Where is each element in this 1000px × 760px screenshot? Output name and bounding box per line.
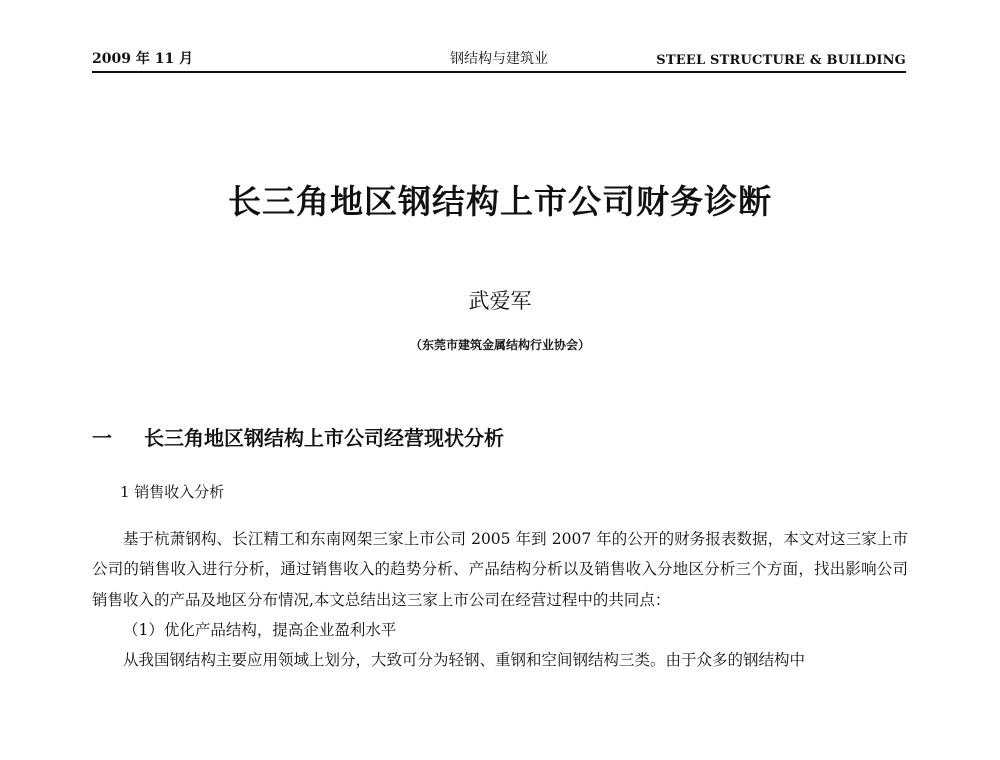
body-text: [92, 524, 908, 675]
header-journal-cn: 钢结构与建筑业: [450, 51, 548, 67]
continuation-paragraph: 从我国钢结构主要应用领域上划分，大致可分为轻钢、重钢和空间钢结构三类。由于众多的钢结构中: [123, 651, 806, 670]
header-rule: [92, 71, 906, 73]
article-title: 长三角地区钢结构上市公司财务诊断: [228, 182, 772, 221]
header-date: 2009 年 11 月: [92, 51, 194, 67]
section-heading: [92, 422, 892, 451]
subsection-heading: 1 销售收入分析: [120, 483, 225, 501]
running-header: [92, 48, 906, 70]
section-number: 一: [92, 426, 112, 450]
section-title: 长三角地区钢结构上市公司经营现状分析: [144, 426, 504, 450]
point-heading: （1）优化产品结构，提高企业盈利水平: [123, 620, 397, 639]
article-affiliation: （东莞市建筑金属结构行业协会）: [409, 338, 590, 352]
article-author: 武爱军: [468, 289, 532, 313]
intro-paragraph: 基于杭萧钢构、长江精工和东南网架三家上市公司 2005 年到 2007 年的公开的财务报表数据，本文对这三家上市公司的销售收入进行分析，通过销售收入的趋势分析、产品结构分析以及销售收入分地区分析三个方面，找出影响公司销售收入的产品及地区分布情况,本文总结出这三家上市公司在经营过程中的共同点：: [92, 530, 908, 609]
header-journal-en: STEEL STRUCTURE & BUILDING: [656, 53, 906, 68]
